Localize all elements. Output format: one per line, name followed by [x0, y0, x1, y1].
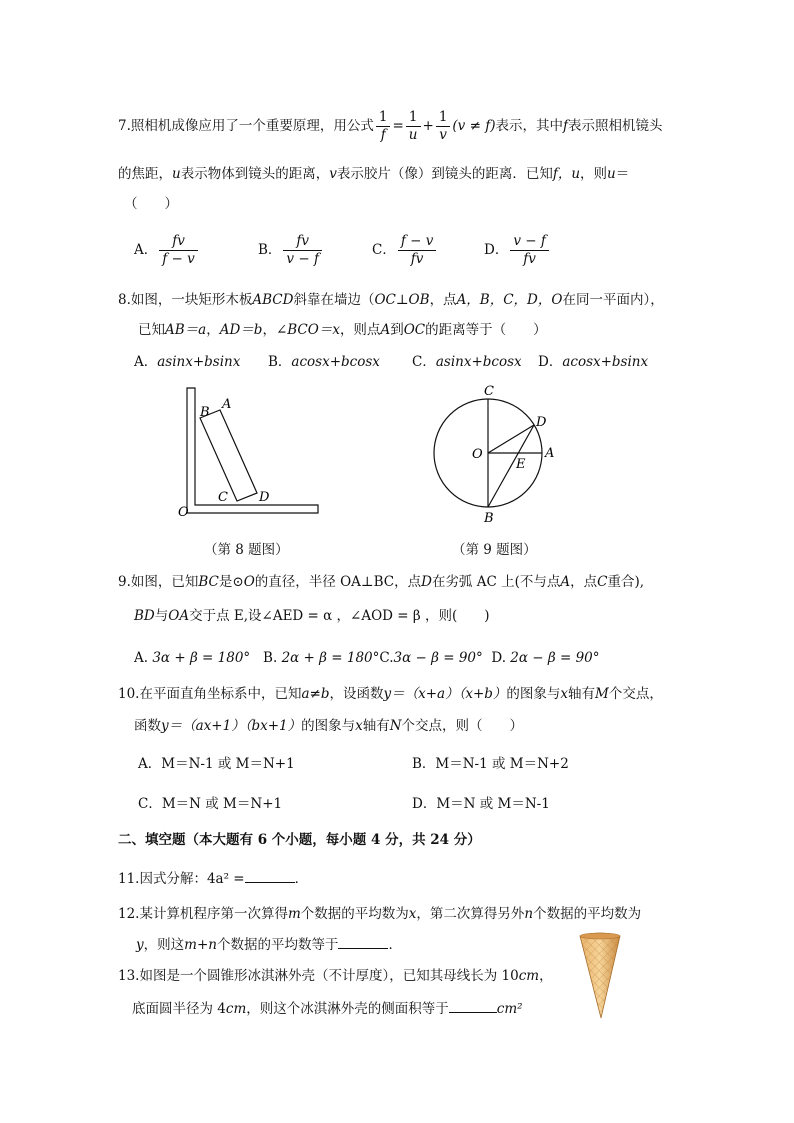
- label-c: C: [218, 490, 228, 505]
- q8-option-c[interactable]: C．asinx+bcosx: [412, 354, 522, 370]
- q13-line2: 底面圆半径为 4cm，则这个冰淇淋外壳的侧面积等于 cm²: [132, 998, 523, 1019]
- q9-line1: 9.如图，已知BC是⊙O的直径，半径 OA⊥BC，点D在劣弧 AC 上(不与点A，点C重合),: [118, 574, 645, 590]
- q13-line1: 13.如图是一个圆锥形冰淇淋外壳（不计厚度），已知其母线长为 10cm，: [118, 968, 553, 984]
- label-b: B: [484, 511, 494, 526]
- chord-bd: [488, 425, 534, 507]
- q7-line2: 的焦距，u表示物体到镜头的距离，v表示胶片（像）到镜头的距离．已知f，u，则u＝: [118, 166, 630, 182]
- section-heading: 二、填空题（本大题有 6 个小题，每小题 4 分，共 24 分）: [118, 832, 481, 848]
- q8-option-b[interactable]: B．acosx+bcosx: [268, 354, 380, 370]
- q9-option-c[interactable]: C.3α − β = 90°: [379, 650, 483, 666]
- board-abcd: [200, 410, 257, 501]
- frac-1-over-f: $\frac{1}{f}$: [376, 109, 391, 144]
- q7-answer-paren: （ ）: [124, 196, 178, 212]
- q11-answer-blank[interactable]: [245, 868, 295, 883]
- figure-q8-caption: （第 8 题图）: [204, 542, 289, 558]
- figure-q9: [420, 380, 570, 528]
- q9-line2: BD与OA交于点 E,设∠AED = α ，∠AOD = β ，则( ): [134, 608, 490, 624]
- q7-option-d[interactable]: D． $\frac{v - f}{fv}$: [484, 230, 551, 270]
- q11-line: 11.因式分解：4a² = ．: [118, 868, 308, 889]
- q9-options: [134, 648, 600, 668]
- q8-line2: 已知AB＝a，AD＝b，∠BCO＝x，则点A到OC的距离等于（ ）: [138, 322, 547, 338]
- q10-option-b[interactable]: B．M＝N-1 或 M＝N+2: [412, 756, 569, 772]
- label-d: D: [259, 490, 270, 505]
- q12-line1: 12.某计算机程序第一次算得m个数据的平均数为x，第二次算得另外n个数据的平均数为: [118, 906, 642, 922]
- label-a: A: [222, 397, 232, 412]
- q7-line1: 7.照相机成像应用了一个重要原理，用公式 $\frac{1}{f}$ = $\frac{1}{u}$ + $\frac{1}{v}$ (v ≠ f)表示，其中f表示照相机镜头: [118, 109, 663, 143]
- label-o: O: [472, 447, 483, 462]
- label-b: B: [200, 405, 210, 420]
- q10-line1: 10.在平面直角坐标系中，已知a≠b，设函数y＝（x+a）（x+b）的图象与x轴有M个交点，: [118, 686, 663, 702]
- q9-option-a[interactable]: A. 3α + β = 180°: [134, 650, 251, 666]
- q12-line2: y，则这m+n个数据的平均数等于 ．: [136, 934, 402, 955]
- q7-option-c[interactable]: C． $\frac{f - v}{fv}$: [372, 230, 438, 270]
- q9-option-d[interactable]: D. 2α − β = 90°: [491, 650, 600, 666]
- q8-option-a[interactable]: A．asinx+bsinx: [134, 354, 241, 370]
- q10-option-c[interactable]: C．M＝N 或 M＝N+1: [138, 796, 283, 812]
- q8-option-d[interactable]: D．acosx+bsinx: [538, 354, 649, 370]
- q8-line1: 8.如图，一块矩形木板ABCD斜靠在墙边（OC⊥OB，点A，B，C，D，O在同一平面内），: [118, 292, 664, 308]
- cone-icon: [578, 932, 622, 1020]
- figure-q9-caption: （第 9 题图）: [452, 542, 537, 558]
- q7-option-a[interactable]: A． $\frac{fv}{f - v}$: [134, 230, 200, 270]
- q12-answer-blank[interactable]: [338, 934, 388, 949]
- q10-option-a[interactable]: A．M＝N-1 或 M＝N+1: [138, 756, 295, 772]
- q9-option-b[interactable]: B. 2α + β = 180°: [263, 650, 380, 666]
- q13-answer-blank[interactable]: [449, 998, 497, 1013]
- frac-1-over-v: $\frac{1}{v}$: [436, 109, 451, 144]
- label-c: C: [484, 384, 494, 399]
- radius-od: [488, 425, 534, 453]
- label-e: E: [516, 457, 526, 472]
- label-d: D: [536, 415, 547, 430]
- frac-1-over-u: $\frac{1}{u}$: [406, 109, 421, 144]
- q10-line2: 函数y＝（ax+1）（bx+1）的图象与x轴有N个交点，则（ ）: [134, 718, 524, 734]
- label-a: A: [545, 446, 555, 461]
- q7-option-b[interactable]: B． $\frac{fv}{v - f}$: [258, 230, 324, 270]
- q10-option-d[interactable]: D．M＝N 或 M＝N-1: [412, 796, 550, 812]
- label-o: O: [178, 505, 189, 520]
- figure-q8: [170, 380, 330, 530]
